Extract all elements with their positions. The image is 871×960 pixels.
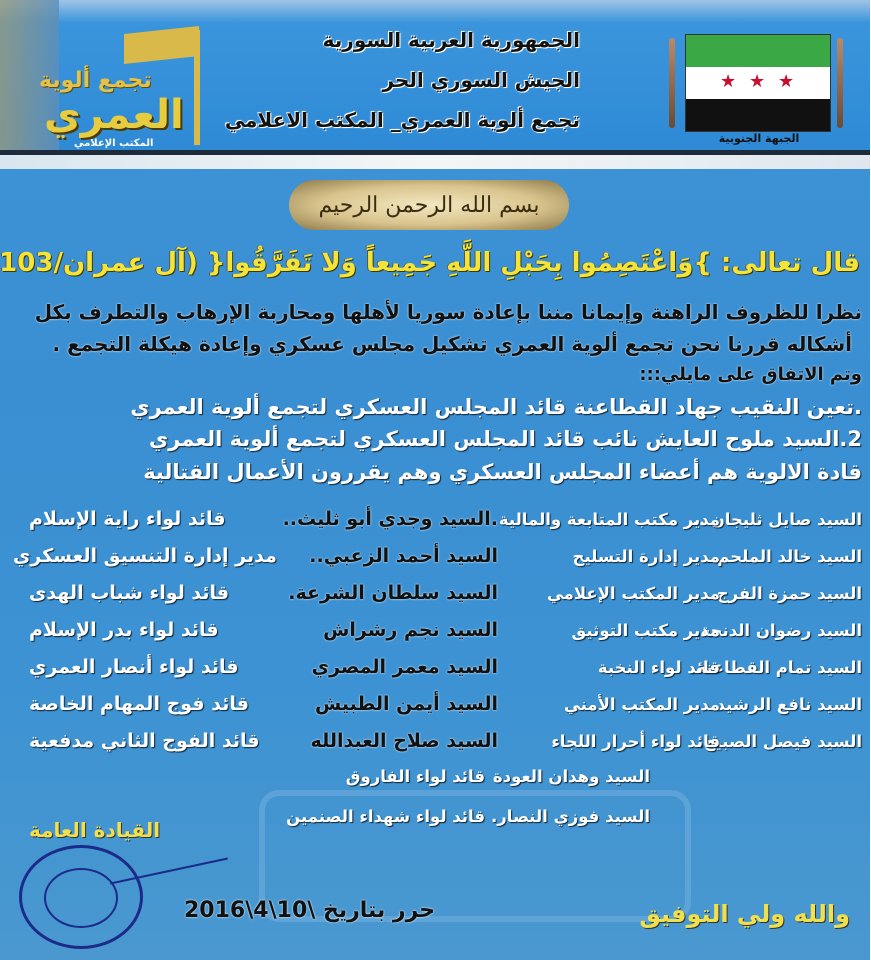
member-name: السيد نافع الرشيد. (711, 695, 863, 714)
member-role: قائد لواء بدر الإسلام (30, 619, 220, 641)
member-role: قائد الفوج الثاني مدفعية (30, 730, 261, 752)
member-role: مدير مكتب التوثيق (572, 621, 721, 640)
member-role: مدير إدارة التسليح (573, 547, 721, 566)
member-name: السيد فوزي النصار. (492, 807, 651, 826)
member-role: مدير مكتب المتابعة والمالية (499, 510, 721, 529)
member-name: .السيد وجدي أبو ثليث.. (283, 508, 499, 530)
star-icon: ★ (721, 71, 738, 92)
member-role: قائد لواء راية الإسلام (30, 508, 227, 530)
quran-verse: قال تعالى: }وَاعْتَصِمُوا بِحَبْلِ اللَّهِ جَمِيعاً وَلا تَفَرَّقُوا{ (آل عمران/103 (0, 248, 861, 278)
member-role: قائد لواء شباب الهدى (30, 582, 231, 604)
member-role: قائد لواء أنصار العمري (30, 656, 240, 678)
intro-line: نظرا للظروف الراهنة وإيمانا مننا بإعادة سوريا لأهلها ومحاربة الإرهاب والتطرف بكل (35, 300, 863, 324)
member-name: السيد أحمد الزعبي.. (310, 545, 499, 567)
member-role: قائد لواء الفاروق (346, 767, 486, 786)
star-icon: ★ (779, 71, 796, 92)
member-role: قائد لواء شهداء الصنمين (287, 807, 486, 826)
basmala-banner: بسم الله الرحمن الرحيم (290, 180, 570, 230)
header-line-3: تجمع ألوية العمري_ المكتب الاعلامي (225, 108, 581, 132)
member-role: قائد لواء النخبة (598, 658, 721, 677)
member-name: السيد صايل ثليجان .. (693, 510, 863, 529)
member-name: السيد معمر المصري (312, 656, 499, 678)
member-role: مدير المكتب الأمني (565, 695, 721, 714)
member-name: السيد رضوان الدنحة. (695, 621, 863, 640)
decision-line: 2.السيد ملوح العايش نائب قائد المجلس العسكري لتجمع ألوية العمري (150, 427, 863, 451)
intro-line: وتم الاتفاق على مايلي::: (640, 364, 863, 385)
member-name: السيد سلطان الشرعة. (289, 582, 499, 604)
syrian-revolution-flag (686, 34, 832, 132)
member-role: قائد فوج المهام الخاصة (30, 693, 250, 715)
member-name: السيد نجم رشراش (324, 619, 499, 641)
member-role: قائد لواء أحرار اللجاء (552, 732, 721, 751)
official-stamp (20, 845, 144, 949)
member-role: مدير المكتب الإعلامي (547, 584, 721, 603)
member-name: السيد حمزة الفرج.. (705, 584, 863, 603)
member-name: السيد خالد الملحم.. (705, 547, 863, 566)
member-name: السيد فيصل الصبيح. (698, 732, 863, 751)
decision-line: .تعين النقيب جهاد القطاعنة قائد المجلس العسكري لتجمع ألوية العمري (131, 395, 863, 419)
intro-line: أشكاله قررنا نحن تجمع ألوية العمري تشكيل مجلس عسكري وإعادة هيكلة التجمع . (53, 332, 853, 356)
member-name: السيد أيمن الطبيش (316, 693, 499, 715)
header-line-2: الجيش السوري الحر (383, 68, 581, 92)
issue-date: حرر بتاريخ \10\4\2016 (185, 898, 437, 923)
rifle-icon (670, 38, 676, 128)
star-icon: ★ (750, 71, 767, 92)
general-command-label: القيادة العامة (30, 818, 162, 842)
member-role: مدير إدارة التنسيق العسكري (14, 545, 278, 567)
southern-front-label: الجبهة الجنوبية (719, 132, 801, 145)
closing-phrase: والله ولي التوفيق (640, 900, 851, 928)
omari-brigades-logo: تجمع ألوية العمري المكتب الإعلامي (30, 30, 220, 150)
rifle-icon (838, 38, 844, 128)
divider (0, 155, 871, 169)
member-name: السيد تمام القطاعنة. (690, 658, 863, 677)
header-line-1: الجمهورية العربية السورية (323, 28, 581, 52)
decision-line: قادة الالوية هم أعضاء المجلس العسكري وهم يقررون الأعمال القتالية (144, 460, 863, 484)
member-name: السيد صلاح العبدالله (311, 730, 499, 752)
member-name: السيد وهدان العودة (493, 767, 651, 786)
